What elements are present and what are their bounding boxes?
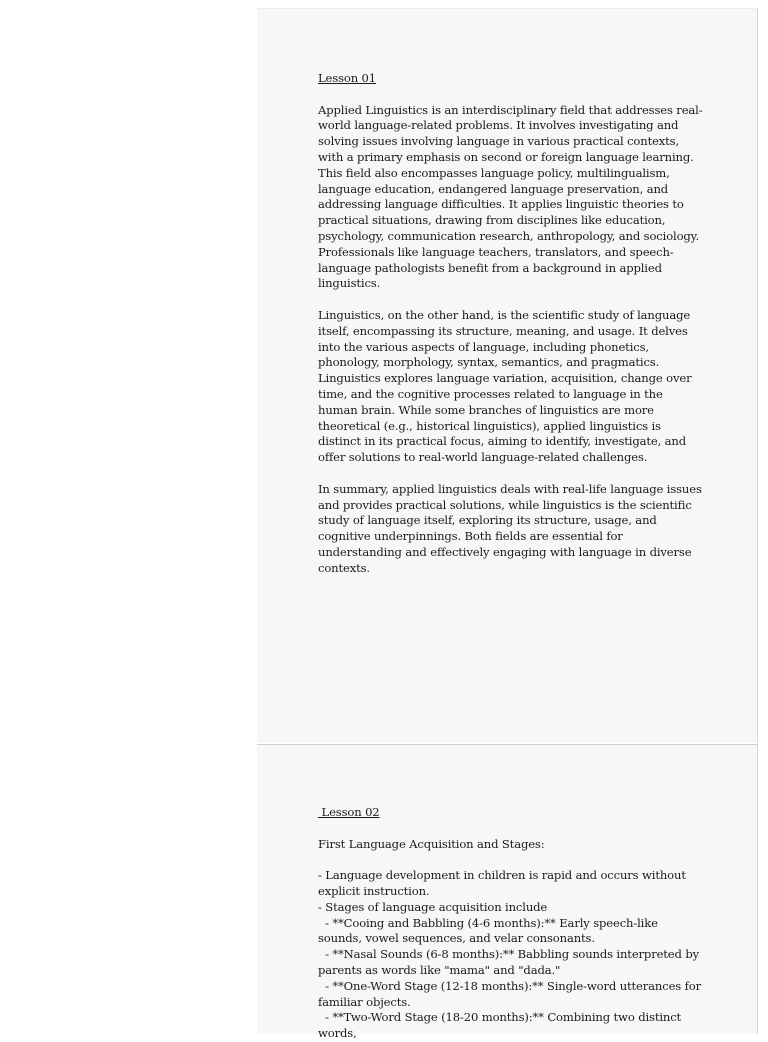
page-1-content	[318, 71, 703, 592]
list-item: - Language development in children is rapid and occurs without explicit instruction.	[318, 868, 686, 898]
list-item: - **Cooing and Babbling (4-6 months):** Early speech-like sounds, vowel sequences, and velar consonants.	[318, 915, 662, 946]
paragraph-applied-linguistics: Applied Linguistics is an interdisciplinary field that addresses real-world language-related problems. It involves investigating and solving issues involving language in various practical contexts, with a primary emphasis on second or foreign language learning. This field also encompasses language policy, multilingualism, language education, endangered language preservation, and addressing language difficulties. It applies linguistic theories to practical situations, drawing from disciplines like education, psychology, communication research, anthropology, and sociology. Professionals like language teachers, translators, and speech-language pathologists benefit from a background in applied linguistics.	[318, 102, 703, 291]
lesson-02-heading: Lesson 02	[318, 805, 380, 819]
document-page-2	[257, 744, 758, 1041]
list-item: - **Nasal Sounds (6-8 months):** Babbling sounds interpreted by parents as words like "mama" and "dada."	[318, 947, 703, 977]
section-title: First Language Acquisition and Stages:	[318, 836, 545, 851]
paragraph-linguistics: Linguistics, on the other hand, is the scientific study of language itself, encompassing its structure, meaning, and usage. It delves into the various aspects of language, including phonetics, phonology, morphology, syntax, semantics, and pragmatics. Linguistics explores language variation, acquisition, change over time, and the cognitive processes related to language in the human brain. While some branches of linguistics are more theoretical (e.g., historical linguistics), applied linguistics is distinct in its practical focus, aiming to identify, investigate, and offer solutions to real-world language-related challenges.	[318, 307, 692, 465]
list-item: - **One-Word Stage (12-18 months):** Single-word utterances for familiar objects.	[318, 978, 705, 1009]
list-item: - Stages of language acquisition include	[318, 899, 548, 914]
page-2-content	[318, 805, 703, 1042]
list-item: - **Two-Word Stage (18-20 months):** Combining two distinct words,	[318, 1010, 685, 1041]
lesson-01-heading: Lesson 01	[318, 71, 376, 85]
paragraph-summary: In summary, applied linguistics deals with real-life language issues and provides practical solutions, while linguistics is the scientific study of language itself, exploring its structure, usage, and cognitive underpinnings. Both fields are essential for understanding and effectively engaging with language in diverse contexts.	[318, 481, 702, 575]
document-page-1	[257, 8, 758, 743]
